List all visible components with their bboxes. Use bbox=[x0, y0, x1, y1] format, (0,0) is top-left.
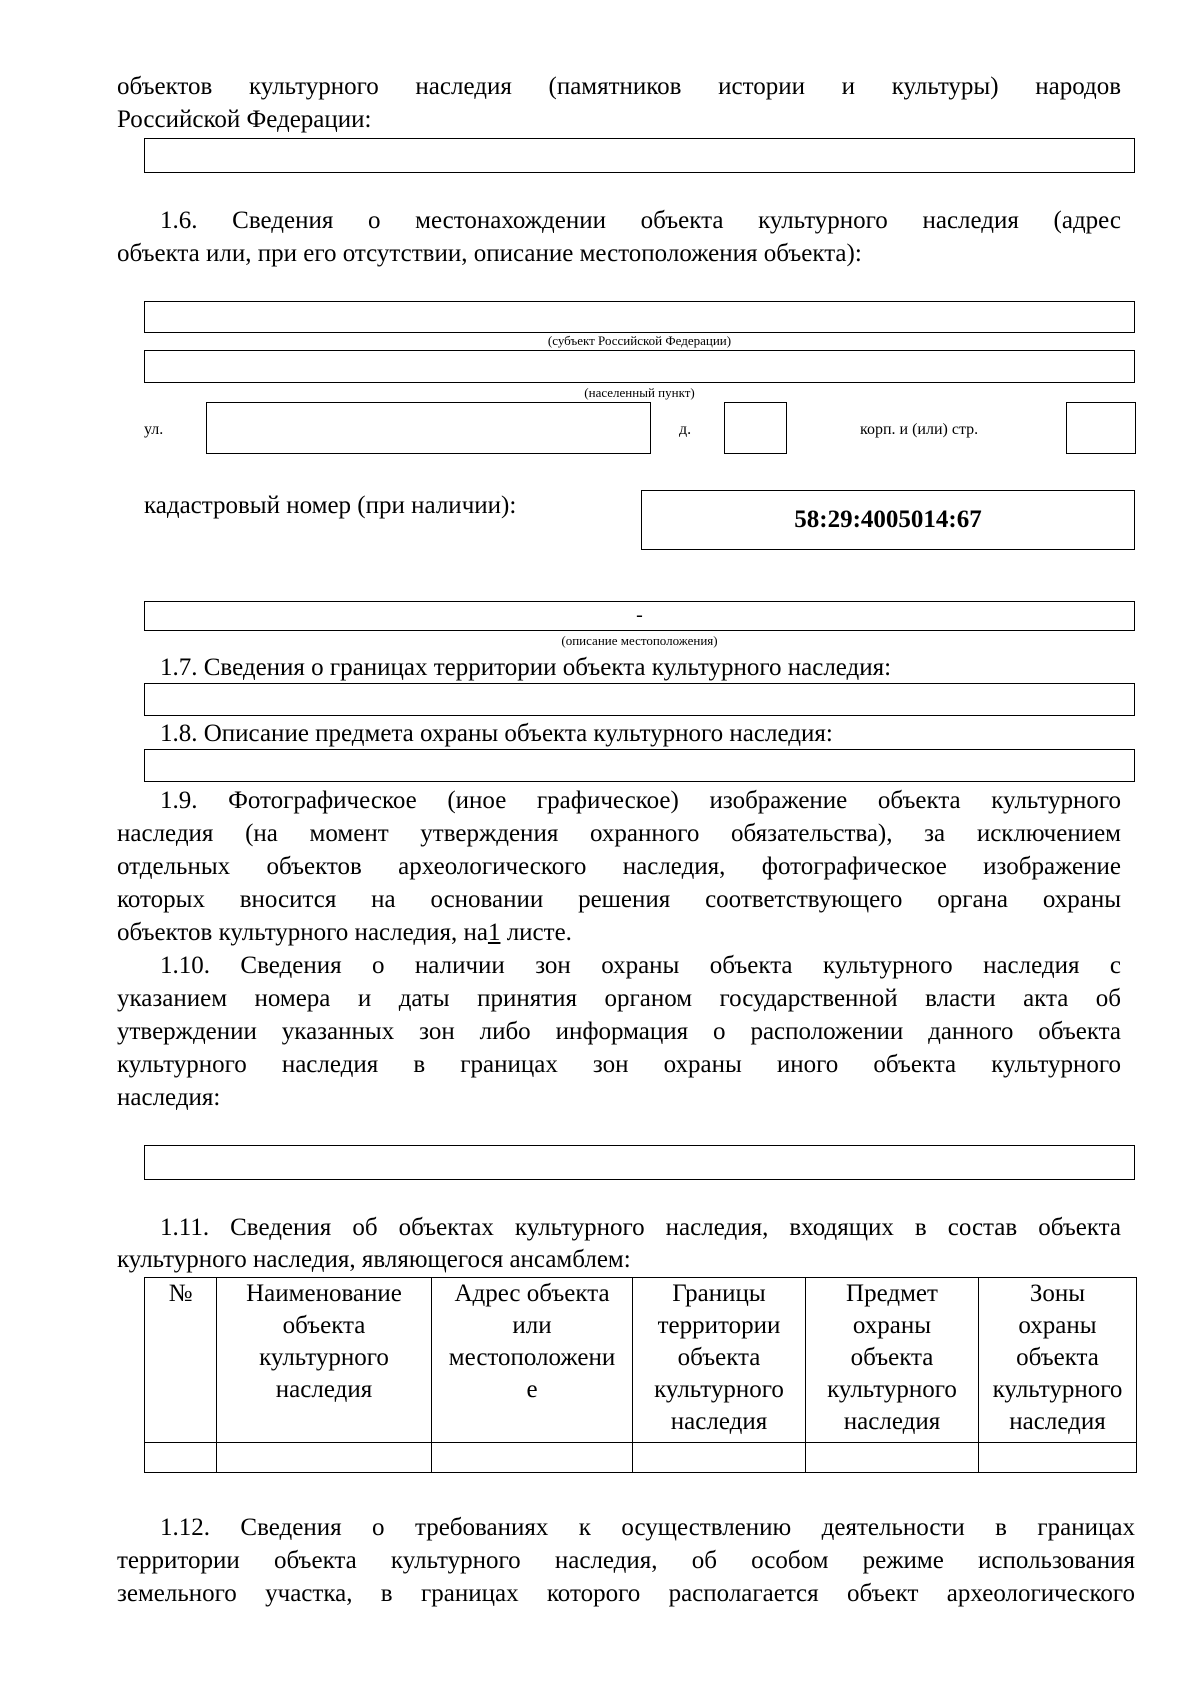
heritage-register-field[interactable] bbox=[144, 138, 1135, 173]
header-protection-subject bbox=[806, 1278, 979, 1443]
header-name bbox=[217, 1278, 432, 1443]
header-line: Наименование bbox=[246, 1280, 402, 1307]
header-line: № bbox=[168, 1280, 193, 1307]
section-1-9-line-4: которых вносится на основании решения соответствующего органа охраны bbox=[117, 886, 1121, 913]
section-1-10-line-4: культурного наследия в границах зон охраны иного объекта культурного bbox=[117, 1051, 1121, 1078]
header-line: территории bbox=[657, 1312, 781, 1339]
header-line: наследия bbox=[670, 1408, 768, 1435]
table-cell[interactable] bbox=[145, 1443, 217, 1473]
header-line: культурного bbox=[654, 1376, 784, 1403]
intro-line-1: объектов культурного наследия (памятников истории и культуры) народов bbox=[117, 73, 1121, 100]
location-description-caption: (описание местоположения) bbox=[561, 633, 718, 648]
territory-boundaries-field[interactable] bbox=[144, 683, 1135, 716]
protection-subject-field[interactable] bbox=[144, 749, 1135, 782]
section-1-11-line-1: 1.11. Сведения об объектах культурного наследия, входящих в состав объекта bbox=[160, 1214, 1121, 1241]
table-cell[interactable] bbox=[806, 1443, 979, 1473]
cadastral-number-field[interactable] bbox=[641, 490, 1135, 550]
header-line: Предмет bbox=[846, 1280, 938, 1307]
header-line: объекта bbox=[677, 1344, 761, 1371]
protection-zones-field[interactable] bbox=[144, 1145, 1135, 1180]
section-1-9-line-5-end: листе. bbox=[506, 919, 572, 946]
cadastral-number-value: 58:29:4005014:67 bbox=[794, 506, 982, 533]
section-1-10-line-5: наследия: bbox=[117, 1084, 221, 1111]
header-line: Зоны bbox=[1029, 1280, 1086, 1307]
sheet-count: 1 bbox=[487, 919, 501, 946]
building-label: корп. и (или) стр. bbox=[860, 421, 979, 438]
header-protection-zones bbox=[979, 1278, 1137, 1443]
subject-caption: (субъект Российской Федерации) bbox=[547, 333, 732, 348]
section-1-12-line-1: 1.12. Сведения о требованиях к осуществлению деятельности в границах bbox=[160, 1514, 1135, 1541]
header-line: охраны bbox=[852, 1312, 932, 1339]
header-line: Границы bbox=[672, 1280, 766, 1307]
section-1-9-line-2: наследия (на момент утверждения охранного обязательства), за исключением bbox=[117, 820, 1121, 847]
section-1-10-line-3: утверждении указанных зон либо информация о расположении данного объекта bbox=[117, 1018, 1121, 1045]
header-line: культурного bbox=[259, 1344, 389, 1371]
location-description-value: - bbox=[636, 604, 643, 626]
header-number bbox=[145, 1278, 217, 1443]
house-field[interactable] bbox=[724, 402, 787, 454]
header-line: охраны bbox=[1018, 1312, 1097, 1339]
section-1-9-line-5-start: объектов культурного наследия, на bbox=[117, 919, 488, 946]
section-1-9-line-5 bbox=[117, 917, 1121, 950]
cadastral-label: кадастровый номер (при наличии): bbox=[144, 492, 517, 519]
table-cell[interactable] bbox=[633, 1443, 806, 1473]
house-label: д. bbox=[679, 421, 692, 438]
header-line: наследия bbox=[843, 1408, 941, 1435]
section-1-12-line-3: земельного участка, в границах которого располагается объект археологического bbox=[117, 1580, 1135, 1607]
table-header-row bbox=[145, 1278, 1137, 1443]
settlement-caption: (населенный пункт) bbox=[584, 385, 695, 400]
header-line: культурного bbox=[827, 1376, 957, 1403]
header-line: объекта bbox=[282, 1312, 366, 1339]
header-line: объекта bbox=[850, 1344, 934, 1371]
header-line: местоположени bbox=[448, 1344, 616, 1371]
header-line: наследия bbox=[275, 1376, 373, 1403]
header-line: Адрес объекта bbox=[454, 1280, 610, 1307]
section-1-9-line-1: 1.9. Фотографическое (иное графическое) изображение объекта культурного bbox=[160, 787, 1121, 814]
settlement-field[interactable] bbox=[144, 350, 1135, 383]
header-line: е bbox=[526, 1376, 538, 1403]
header-line: наследия bbox=[1009, 1408, 1106, 1435]
section-1-12-line-2: территории объекта культурного наследия, об особом режиме использования bbox=[117, 1547, 1135, 1574]
table-row bbox=[145, 1443, 1137, 1473]
section-1-7-heading: 1.7. Сведения о границах территории объекта культурного наследия: bbox=[160, 654, 892, 681]
section-1-9-line-3: отдельных объектов археологического наследия, фотографическое изображение bbox=[117, 853, 1121, 880]
section-1-11-line-2: культурного наследия, являющегося ансамблем: bbox=[117, 1246, 631, 1273]
table-cell[interactable] bbox=[432, 1443, 633, 1473]
header-line: объекта bbox=[1016, 1344, 1099, 1371]
table-cell[interactable] bbox=[979, 1443, 1137, 1473]
header-address bbox=[432, 1278, 633, 1443]
section-1-10-line-1: 1.10. Сведения о наличии зон охраны объекта культурного наследия с bbox=[160, 952, 1121, 979]
header-boundaries bbox=[633, 1278, 806, 1443]
header-line: культурного bbox=[992, 1376, 1123, 1403]
location-description-field[interactable] bbox=[144, 601, 1135, 631]
ensemble-objects-table bbox=[144, 1277, 1137, 1473]
subject-field[interactable] bbox=[144, 301, 1135, 333]
section-1-6-line-2: объекта или, при его отсутствии, описание местоположения объекта): bbox=[117, 240, 862, 267]
section-1-6-line-1: 1.6. Сведения о местонахождении объекта культурного наследия (адрес bbox=[160, 207, 1121, 234]
table-cell[interactable] bbox=[217, 1443, 432, 1473]
section-1-8-heading: 1.8. Описание предмета охраны объекта культурного наследия: bbox=[160, 720, 833, 747]
street-label: ул. bbox=[144, 421, 164, 438]
section-1-10-line-2: указанием номера и даты принятия органом государственной власти акта об bbox=[117, 985, 1121, 1012]
building-field[interactable] bbox=[1066, 402, 1136, 454]
intro-line-2: Российской Федерации: bbox=[117, 106, 372, 133]
header-line: или bbox=[512, 1312, 552, 1339]
street-field[interactable] bbox=[206, 402, 651, 454]
